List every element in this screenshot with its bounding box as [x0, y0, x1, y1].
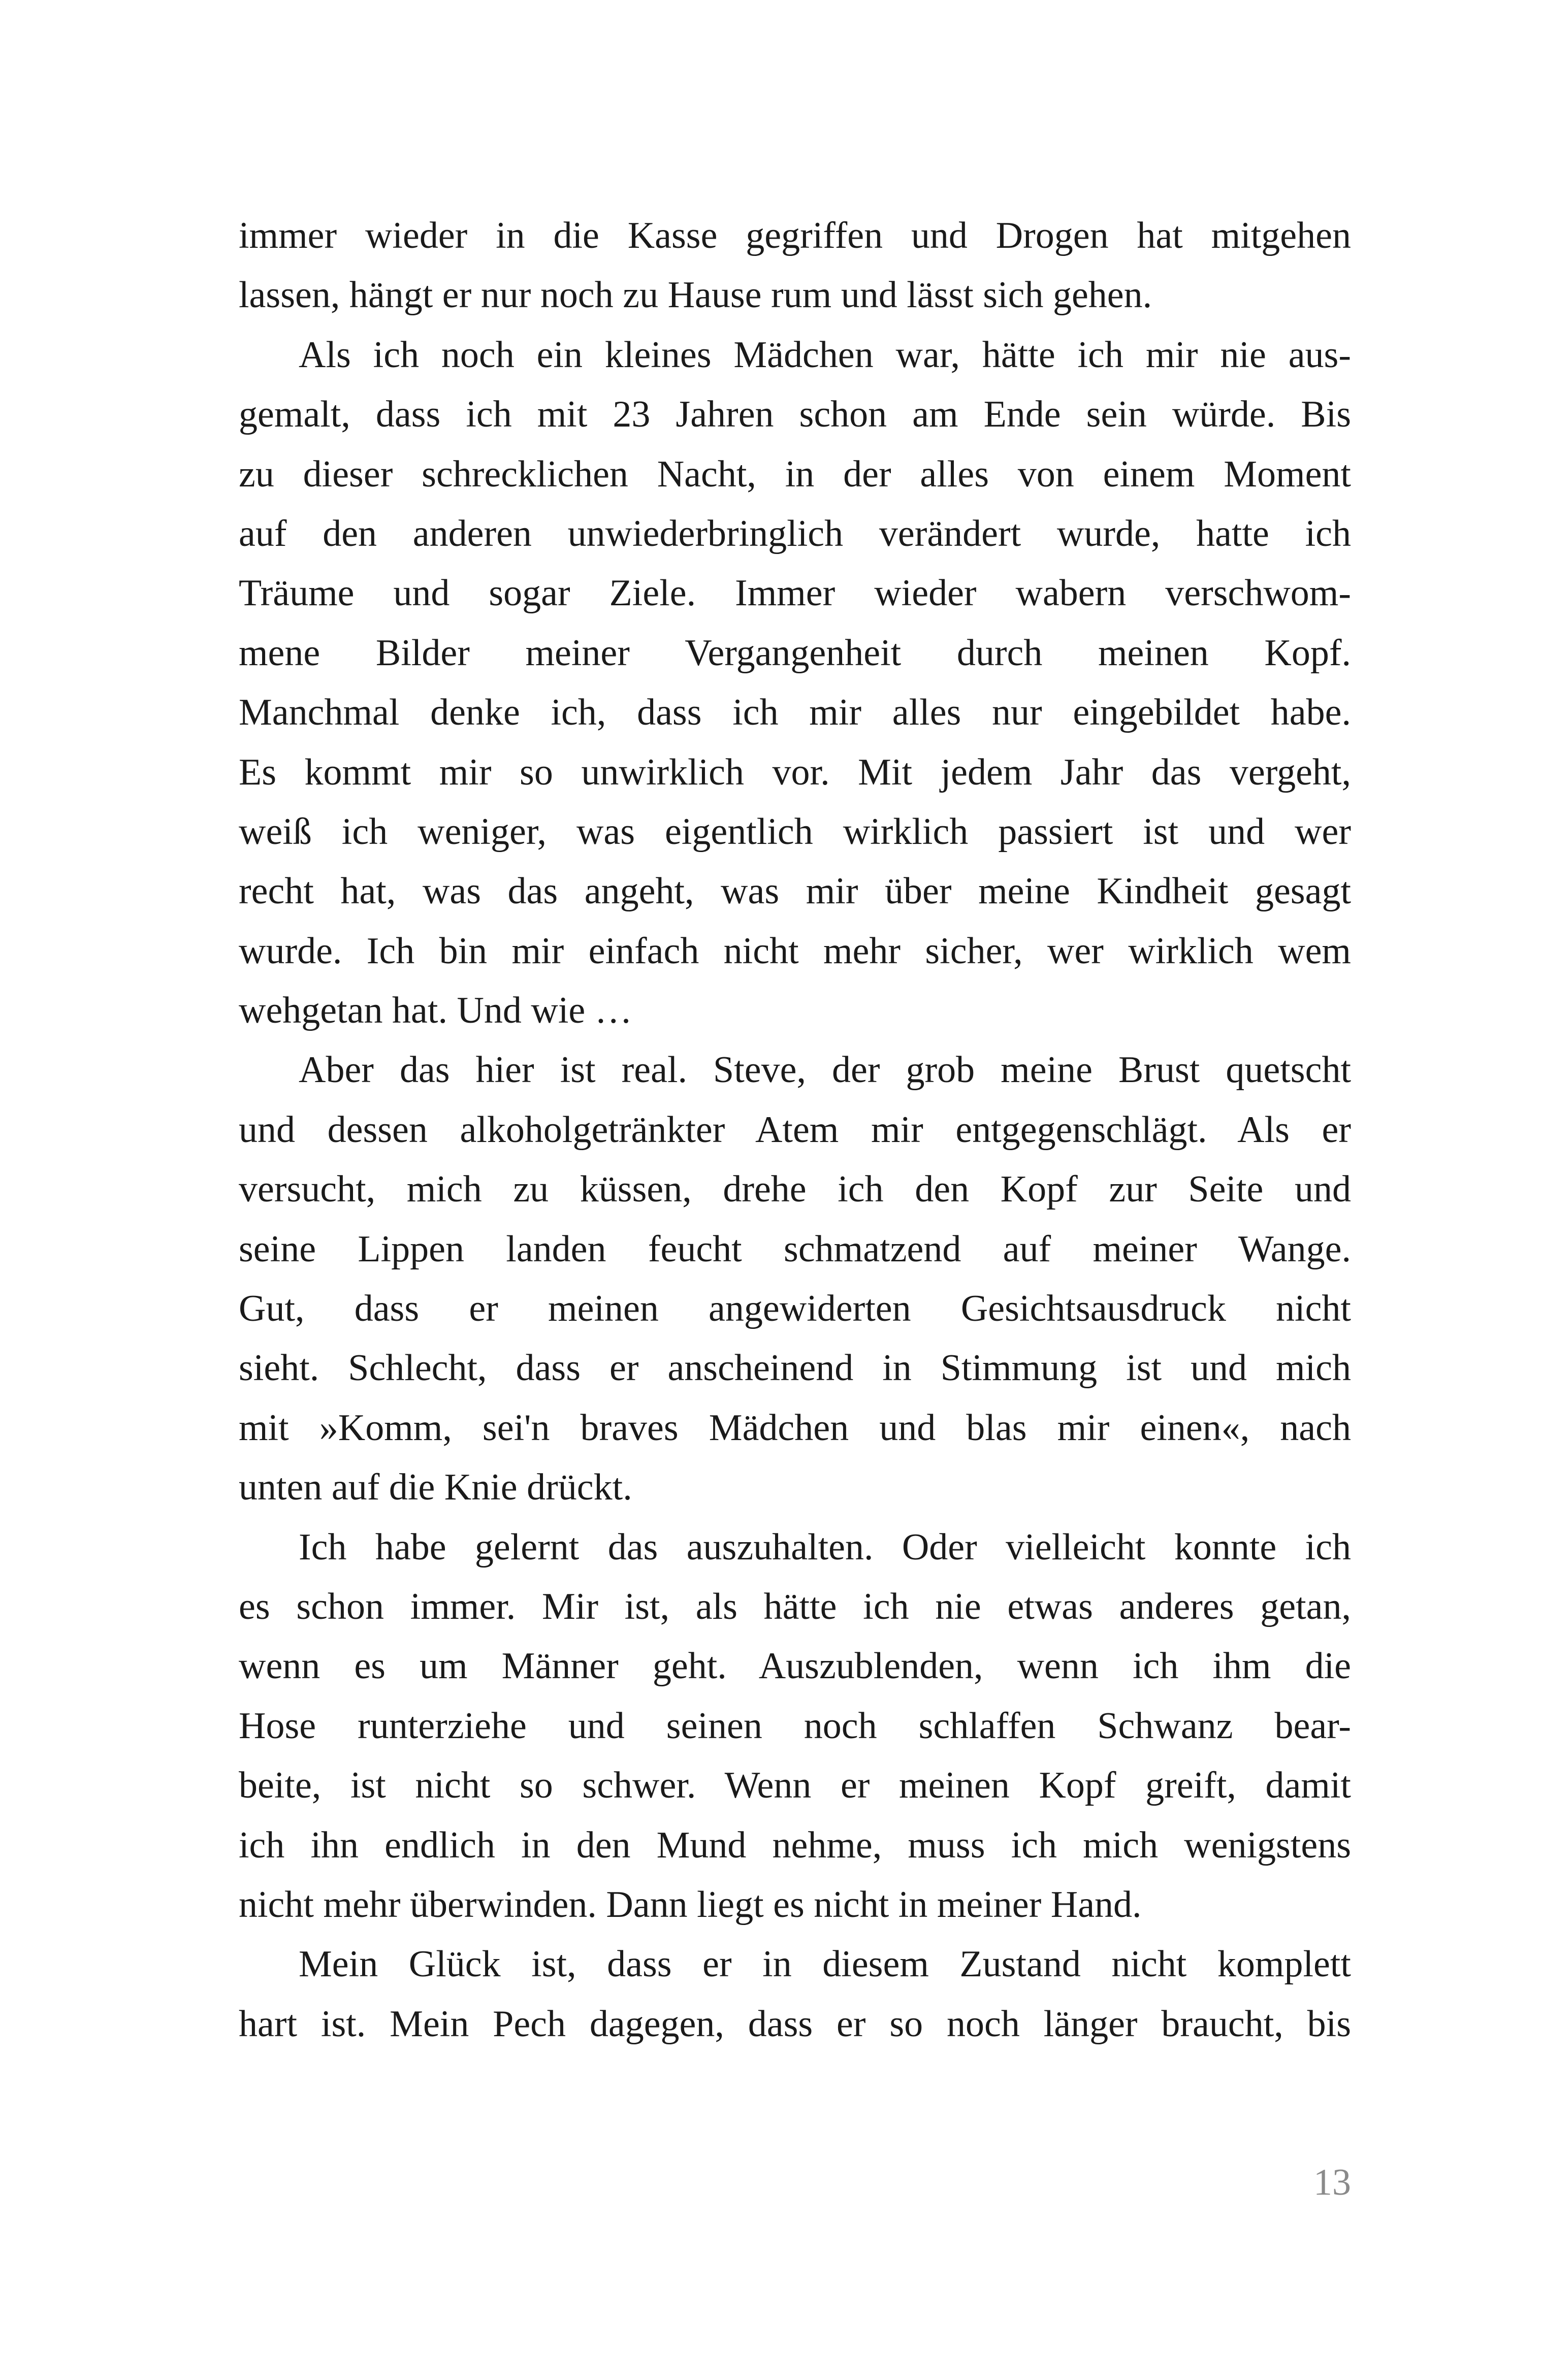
text-line: auf den anderen unwiederbringlich verändert wurde, hatte ich: [239, 512, 1351, 555]
text-line: wurde. Ich bin mir einfach nicht mehr sicher, wer wirklich wem: [239, 930, 1351, 972]
text-line: hart ist. Mein Pech dagegen, dass er so noch länger braucht, bis: [239, 2003, 1351, 2045]
text-line: es schon immer. Mir ist, als hätte ich nie etwas anderes getan,: [239, 1585, 1351, 1627]
text-line: ich ihn endlich in den Mund nehme, muss ich mich wenigstens: [239, 1824, 1351, 1866]
text-line: mene Bilder meiner Vergangenheit durch meinen Kopf.: [239, 632, 1351, 674]
text-line: Ich habe gelernt das auszuhalten. Oder vielleicht konnte ich: [299, 1526, 1351, 1568]
text-line: und dessen alkoholgetränkter Atem mir entgegenschlägt. Als er: [239, 1109, 1351, 1151]
text-line: Aber das hier ist real. Steve, der grob meine Brust quetscht: [299, 1049, 1351, 1091]
text-line: wehgetan hat. Und wie …: [239, 990, 632, 1032]
text-line: weiß ich weniger, was eigentlich wirklich passiert ist und wer: [239, 810, 1351, 853]
text-line: gemalt, dass ich mit 23 Jahren schon am Ende sein würde. Bis: [239, 394, 1351, 436]
text-line: Träume und sogar Ziele. Immer wieder wabern verschwom-: [239, 572, 1351, 614]
text-line: beite, ist nicht so schwer. Wenn er meinen Kopf greift, damit: [239, 1765, 1351, 1807]
text-line: unten auf die Knie drückt.: [239, 1466, 632, 1509]
text-line: Hose runterziehe und seinen noch schlaffen Schwanz bear-: [239, 1705, 1351, 1747]
text-line: versucht, mich zu küssen, drehe ich den Kopf zur Seite und: [239, 1168, 1351, 1211]
text-line: immer wieder in die Kasse gegriffen und Drogen hat mitgehen: [239, 215, 1351, 256]
text-line: wenn es um Männer geht. Auszublenden, wenn ich ihm die: [239, 1645, 1351, 1687]
text-line: Mein Glück ist, dass er in diesem Zustand nicht komplett: [299, 1943, 1351, 1985]
text-line: nicht mehr überwinden. Dann liegt es nicht in meiner Hand.: [239, 1883, 1142, 1926]
text-line: recht hat, was das angeht, was mir über meine Kindheit gesagt: [239, 870, 1351, 912]
page-number: 13: [1313, 2162, 1351, 2203]
text-line: Als ich noch ein kleines Mädchen war, hätte ich mir nie aus-: [299, 334, 1351, 376]
text-line: seine Lippen landen feucht schmatzend auf meiner Wange.: [239, 1228, 1351, 1270]
text-line: Manchmal denke ich, dass ich mir alles nur eingebildet habe.: [239, 692, 1351, 734]
text-line: sieht. Schlecht, dass er anscheinend in Stimmung ist und mich: [239, 1347, 1351, 1389]
text-line: zu dieser schrecklichen Nacht, in der alles von einem Moment: [239, 453, 1351, 495]
text-line: Gut, dass er meinen angewiderten Gesichtsausdruck nicht: [239, 1288, 1351, 1330]
text-line: Es kommt mir so unwirklich vor. Mit jedem Jahr das vergeht,: [239, 751, 1351, 793]
text-line: lassen, hängt er nur noch zu Hause rum und lässt sich gehen.: [239, 274, 1152, 316]
text-line: mit »Komm, sei'n braves Mädchen und blas mir einen«, nach: [239, 1407, 1351, 1449]
body-text: [239, 206, 1351, 2054]
